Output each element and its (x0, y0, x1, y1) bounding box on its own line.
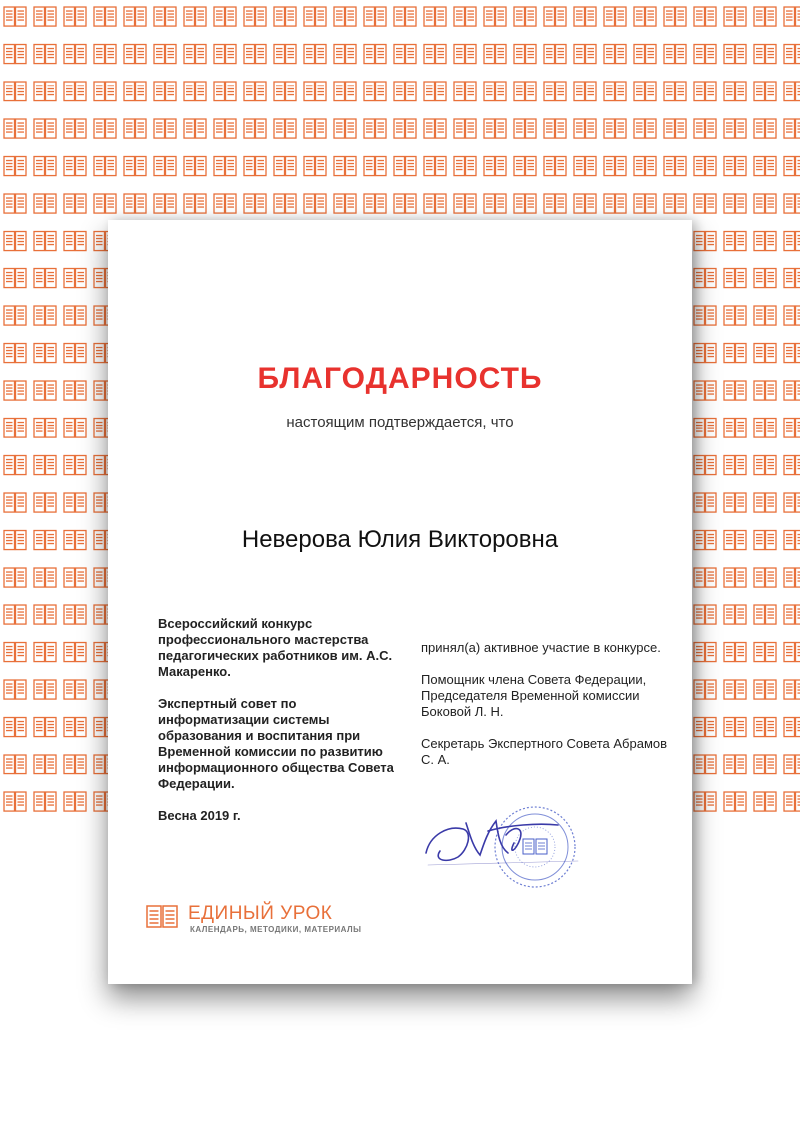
secretary-signatory: Секретарь Экспертного Совета Абрамов С. А. (421, 736, 668, 767)
brand-name: ЕДИНЫЙ УРОК (188, 903, 333, 924)
stamp-seal-icon (495, 807, 575, 887)
assistant-signatory: Помощник члена Совета Федерации, Председателя Временной комиссии Боковой Л. Н. (421, 672, 647, 719)
certificate-card (108, 220, 692, 984)
participation-text: принял(а) активное участие в конкурсе. (421, 640, 661, 655)
open-book-icon (146, 904, 178, 930)
council-name: Экспертный совет по информатизации системы образования и воспитания при Временной комиссии по развитию информационного общества Совета Федерации. (158, 696, 394, 791)
recipient-name: Неверова Юлия Викторовна (241, 526, 559, 553)
participation-info (421, 640, 681, 784)
certificate-title: БЛАГОДАРНОСТЬ (257, 362, 543, 395)
brand-tagline: КАЛЕНДАРЬ, МЕТОДИКИ, МАТЕРИАЛЫ (190, 925, 362, 934)
contest-date: Весна 2019 г. (158, 808, 241, 823)
certificate-subtitle: настоящим подтверждается, что (286, 414, 514, 431)
contest-name: Всероссийский конкурс профессионального мастерства педагогических работников им. А.С. Макаренко. (158, 616, 393, 679)
contest-info (158, 616, 408, 840)
signature-and-stamp (418, 795, 588, 905)
